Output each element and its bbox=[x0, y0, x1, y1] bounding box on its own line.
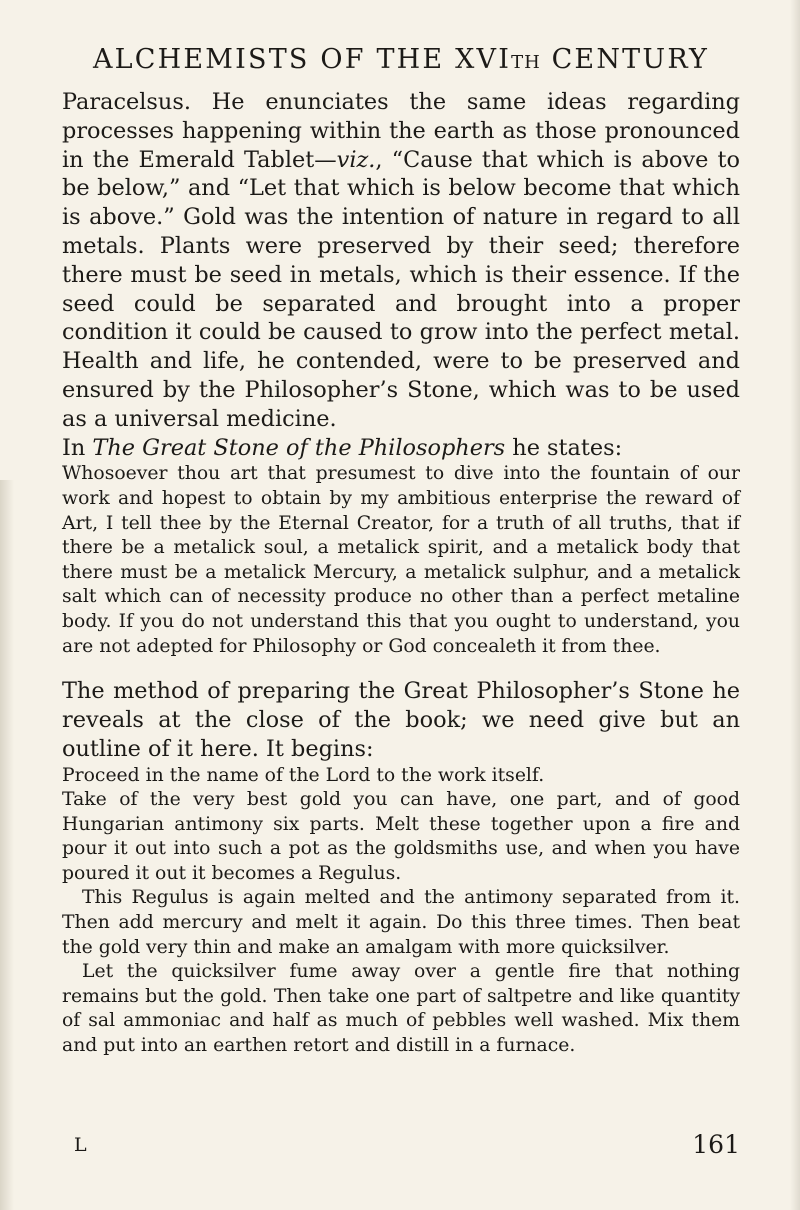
running-head-end: CENTURY bbox=[540, 44, 710, 75]
block-quote-2c: This Regulus is again melted and the antimony separated from it. Then add mercury and melt it again. Do this three times. Then beat the gold very thin and make an amalgam with more quicksilver. bbox=[62, 887, 740, 958]
intro-text-end: he states: bbox=[505, 434, 623, 461]
signature-mark: L bbox=[74, 1134, 87, 1156]
block-quote-2d: Let the quicksilver fume away over a gentle fire that nothing remains but the gold. Then take one part of saltpetre and like quantity of sal ammoniac and half as much of pebbles well washed. Mix them and put into an earthen retort and distill in a furnace. bbox=[62, 961, 740, 1057]
paragraph-text-cont: , “Cause that which is above to be below,” and “Let that which is below become that which is above.” Gold was the intention of nature in regard to all metals. Plants were preserved by their seed; therefore there must be seed in metals, which is their essence. If the seed could be separated and brought into a proper condition it could be caused to grow into the perfect metal. Health and life, he contended, were to be preserved and ensured by the Philosopher’s Stone, which was to be used as a universal medicine. bbox=[62, 146, 741, 432]
paragraph-intro-quote bbox=[62, 434, 740, 463]
intro-text: In bbox=[62, 434, 93, 461]
running-head-superscript: TH bbox=[511, 52, 541, 73]
running-head bbox=[62, 42, 740, 81]
running-head-main: ALCHEMISTS OF THE XVI bbox=[92, 44, 512, 75]
block-quote-2a: Proceed in the name of the Lord to the work itself. bbox=[62, 764, 545, 786]
book-title: The Great Stone of the Philosophers bbox=[92, 434, 506, 461]
page-footer bbox=[62, 1130, 740, 1164]
paragraph-text: Paracelsus. He enunciates the same ideas regarding processes happening within the earth as those pronounced in the Emerald Tablet— bbox=[62, 89, 740, 173]
paragraph-method: The method of preparing the Great Philosopher’s Stone he reveals at the close of the book; we need give but an outline of it here. It begins: bbox=[62, 678, 740, 762]
body-text bbox=[62, 88, 740, 1059]
page-number: 161 bbox=[692, 1130, 740, 1159]
viz-abbreviation: viz. bbox=[336, 146, 376, 173]
block-quote-2b: Take of the very best gold you can have, one part, and of good Hungarian antimony six parts. Melt these together upon a fire and pour it out into such a pot as the goldsmiths use, and when you have poured it out it becomes a Regulus. bbox=[62, 789, 740, 884]
page-edge-shadow bbox=[0, 480, 14, 1210]
page-edge-right bbox=[790, 0, 800, 1210]
block-quote-1: Whosoever thou art that presumest to dive into the fountain of our work and hopest to obtain by my ambitious enterprise the reward of Art, I tell thee by the Eternal Creator, for a truth of all truths, that if there be a metalick soul, a metalick spirit, and a metalick body that there must be a metalick Mercury, a metalick sulphur, and a metalick salt which can of necessity produce no other than a perfect metaline body. If you do not understand this that you ought to understand, you are not adepted for Philosophy or God concealeth it from thee. bbox=[62, 463, 740, 657]
paragraph-paracelsus bbox=[62, 88, 740, 434]
